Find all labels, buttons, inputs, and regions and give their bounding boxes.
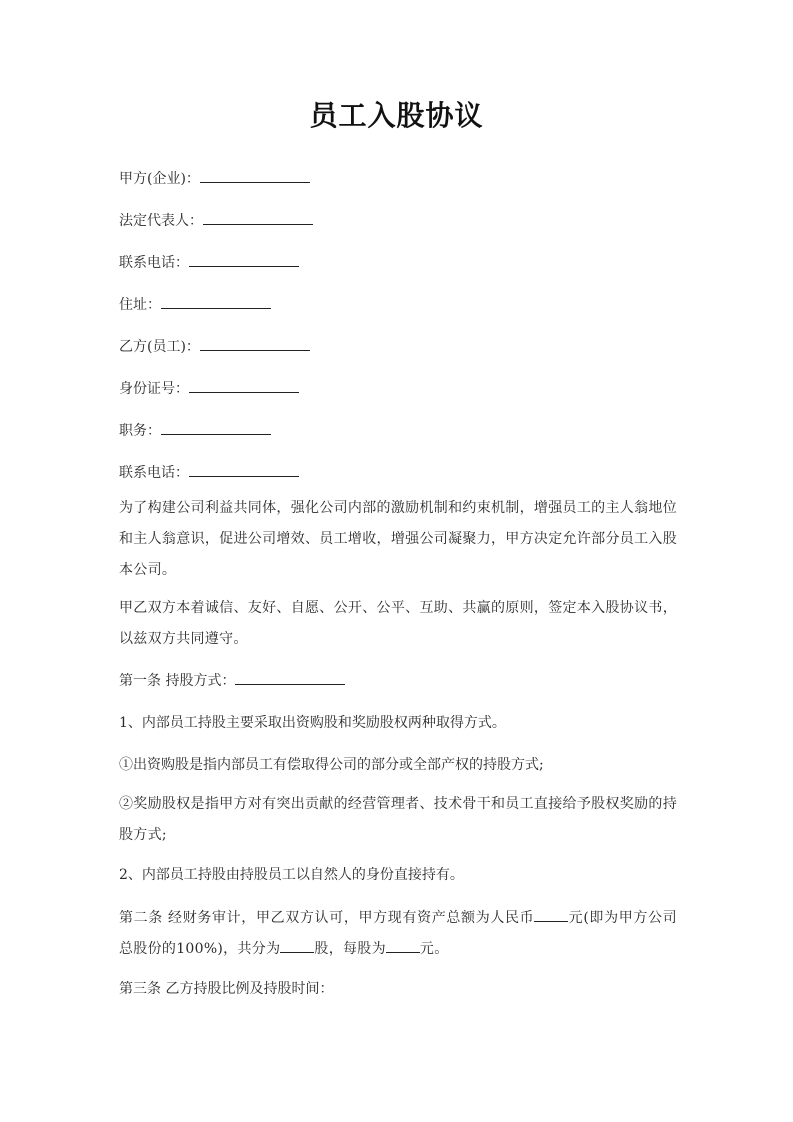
article1-heading — [119, 672, 345, 690]
field-label: 联系电话： — [119, 465, 189, 481]
blank-line — [200, 338, 310, 351]
blank-line — [235, 672, 345, 685]
article1-sub1: ①出资购股是指内部员工有偿取得公司的部分或全部产权的持股方式; — [119, 757, 544, 773]
intro-paragraph: 为了构建公司利益共同体，强化公司内部的激励机制和约束机制，增强员工的主人翁地位和主人翁意识，促进公司增效、员工增收，增强公司凝聚力，甲方决定允许部分员工入股本公司。 — [119, 500, 677, 578]
field-label: 甲方(企业)： — [119, 171, 200, 187]
field-label: 法定代表人： — [119, 213, 203, 229]
blank-line — [189, 254, 299, 267]
blank-line — [203, 212, 313, 225]
blank-line — [386, 940, 420, 953]
article-heading-text: 第一条 持股方式： — [119, 673, 236, 689]
field-label: 住址： — [119, 297, 161, 313]
field-legal-representative — [119, 212, 313, 230]
field-position — [119, 422, 271, 440]
field-party-a — [119, 170, 310, 188]
blank-line — [161, 296, 271, 309]
article1-item2: 2、内部员工持股由持股员工以自然人的身份直接持有。 — [119, 867, 464, 883]
field-label: 联系电话： — [119, 255, 189, 271]
field-phone-a — [119, 254, 299, 272]
blank-line — [534, 909, 568, 922]
field-label: 职务： — [119, 423, 161, 439]
blank-line — [280, 940, 314, 953]
blank-line — [189, 380, 299, 393]
field-id-number — [119, 380, 299, 398]
blank-line — [200, 170, 310, 183]
blank-line — [161, 422, 271, 435]
field-label: 身份证号： — [119, 381, 189, 397]
article3-heading: 第三条 乙方持股比例及持股时间： — [119, 981, 334, 997]
document-title: 员工入股协议 — [309, 99, 484, 132]
principle-paragraph: 甲乙双方本着诚信、友好、自愿、公开、公平、互助、共赢的原则，签定本入股协议书，以兹双方共同遵守。 — [119, 600, 677, 647]
field-label: 乙方(员工)： — [119, 339, 200, 355]
article2-text-2: 元(即为甲方公司总股份的100%)，共分为 — [119, 910, 677, 957]
field-party-b — [119, 338, 310, 356]
article2-paragraph — [119, 903, 677, 965]
article1-item1: 1、内部员工持股主要采取出资购股和奖励股权两种取得方式。 — [119, 715, 506, 731]
field-address — [119, 296, 271, 314]
field-phone-b — [119, 464, 299, 482]
article2-text-1: 第二条 经财务审计，甲乙双方认可，甲方现有资产总额为人民币 — [119, 910, 535, 926]
article1-sub2: ②奖励股权是指甲方对有突出贡献的经营管理者、技术骨干和员工直接给予股权奖励的持股方式; — [119, 796, 677, 843]
article2-text-4: 元。 — [419, 941, 449, 957]
article2-text-3: 股，每股为 — [314, 941, 386, 957]
blank-line — [189, 464, 299, 477]
